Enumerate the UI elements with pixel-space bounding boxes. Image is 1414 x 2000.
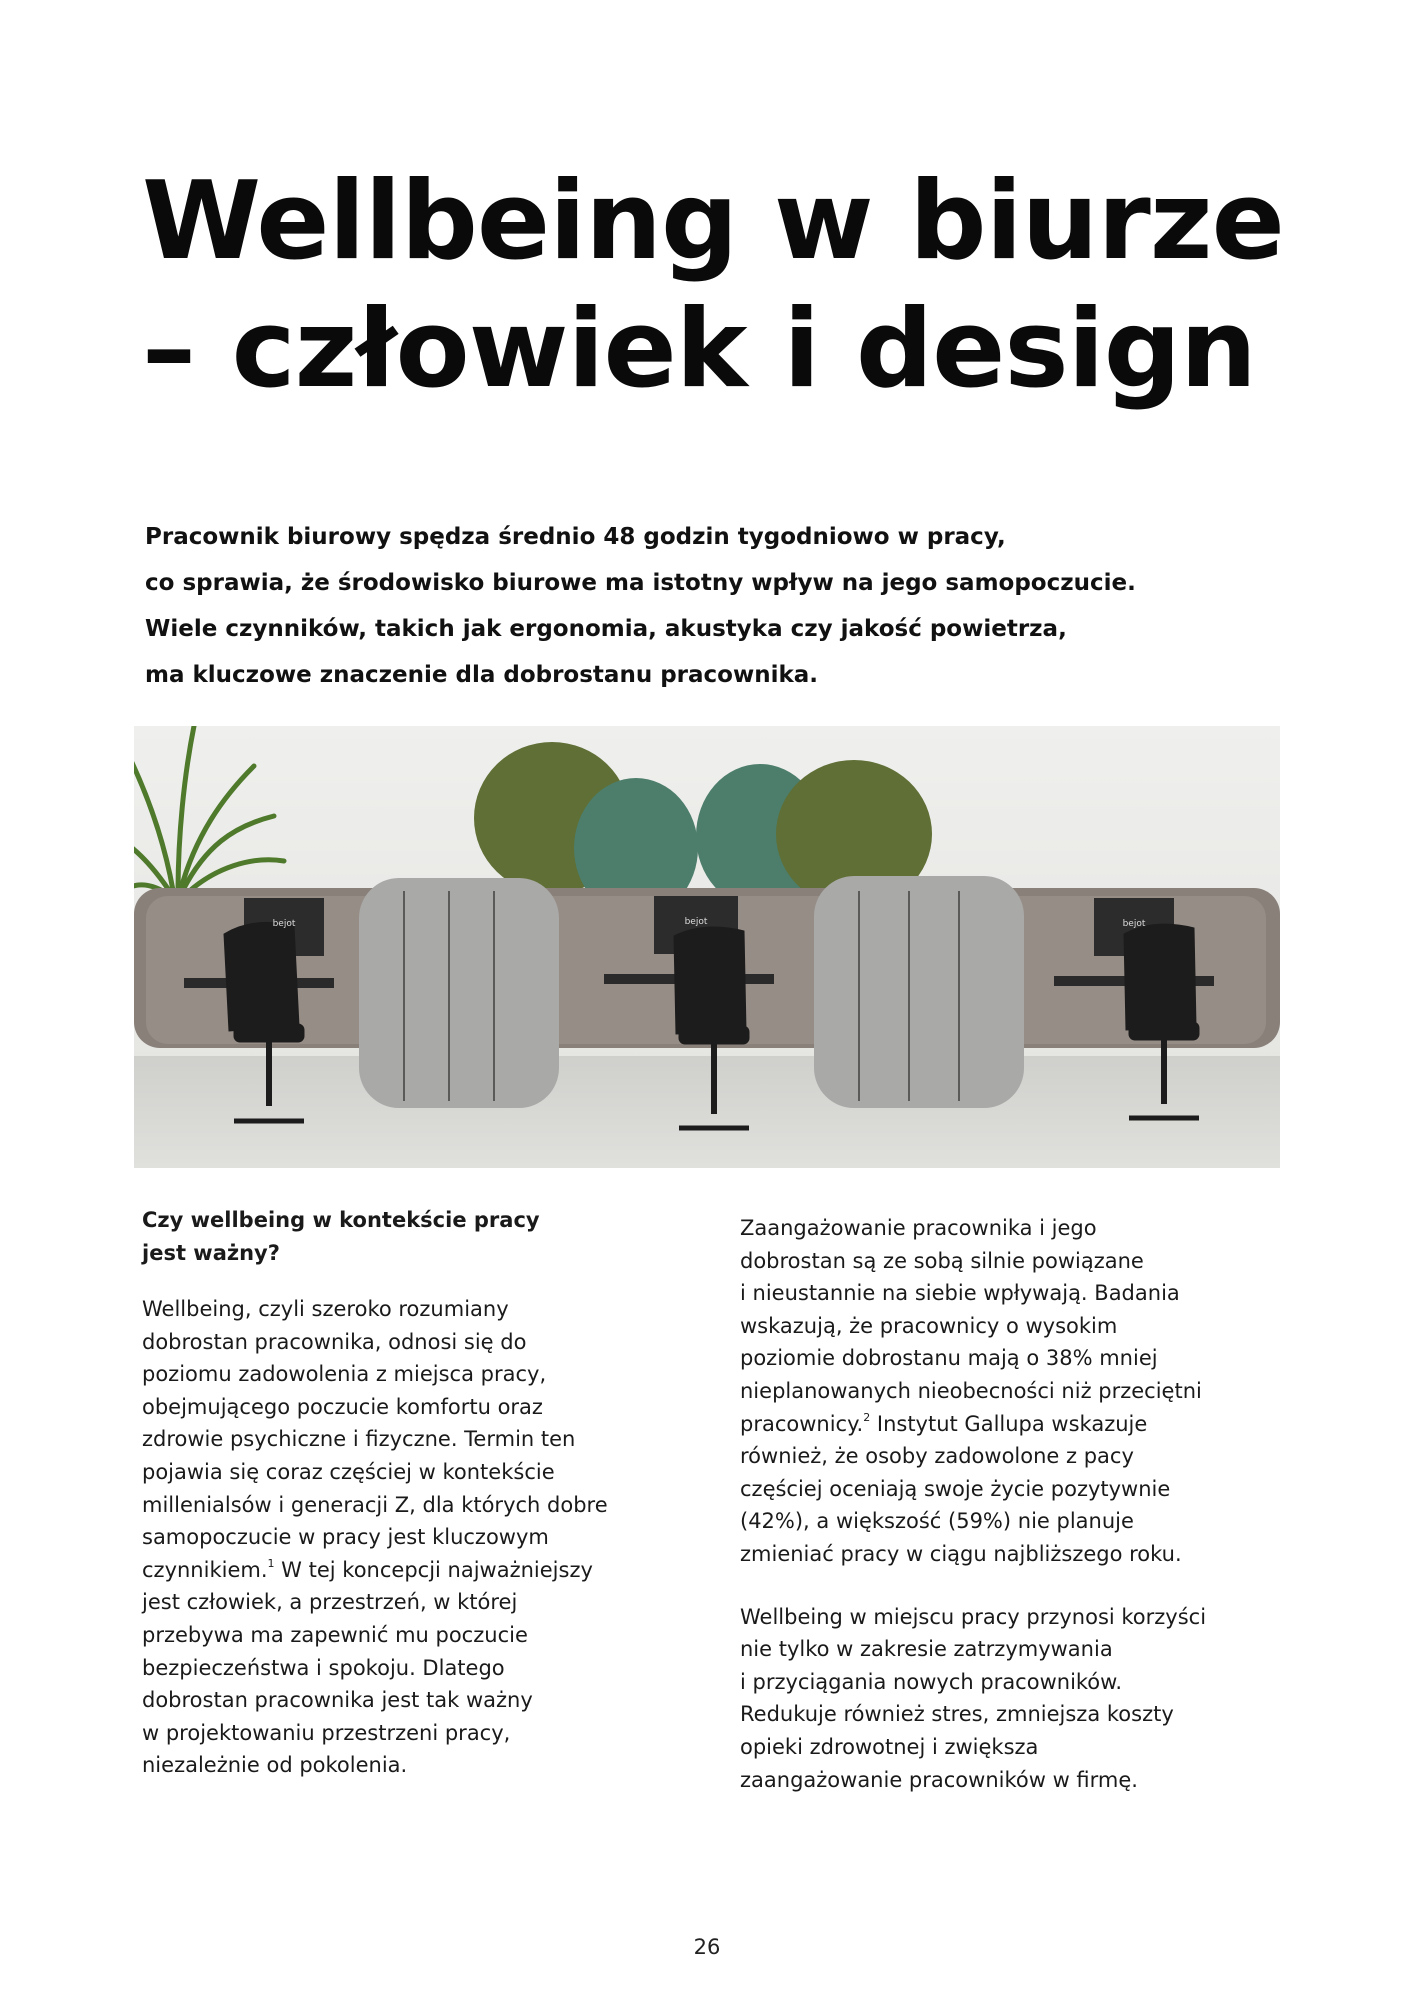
footnote-ref: 1 (267, 1556, 275, 1570)
text-line: również, że osoby zadowolone z pacy (740, 1444, 1134, 1469)
text-line: Wellbeing w miejscu pracy przynosi korzyści (740, 1604, 1207, 1629)
text-line: (42%), a większość (59%) nie planuje (740, 1509, 1134, 1534)
text-line (142, 1554, 682, 1587)
monitor-logo: bejot (1122, 919, 1146, 929)
text-line: obejmującego poczucie komfortu oraz (142, 1394, 543, 1419)
text-line: w projektowaniu przestrzeni pracy, (142, 1720, 511, 1745)
subheading-line: Czy wellbeing w kontekście pracy (142, 1208, 540, 1232)
text-line: nie tylko w zakresie zatrzymywania (740, 1637, 1113, 1662)
text-line (740, 1408, 1300, 1441)
text-line: Redukuje również stres, zmniejsza koszty (740, 1702, 1174, 1727)
text-line: poziomie dobrostanu mają o 38% mniej (740, 1346, 1158, 1371)
lead-line: Wiele czynników, takich jak ergonomia, akustyka czy jakość powietrza, (145, 616, 1067, 642)
lead-line: Pracownik biurowy spędza średnio 48 godzin tygodniowo w pracy, (145, 524, 1006, 550)
text-line: poziomu zadowolenia z miejsca pracy, (142, 1362, 547, 1387)
body-paragraph (740, 1601, 1300, 1797)
text-line: dobrostan pracownika jest tak ważny (142, 1688, 533, 1713)
text-line: dobrostan pracownika, odnosi się do (142, 1329, 527, 1354)
text-line: Wellbeing, czyli szeroko rozumiany (142, 1297, 509, 1321)
section-subheading (142, 1204, 682, 1270)
body-paragraph (740, 1212, 1300, 1571)
text-line: zaangażowanie pracowników w firmę. (740, 1767, 1138, 1792)
text-line: niezależnie od pokolenia. (142, 1753, 408, 1778)
subheading-line: jest ważny? (142, 1241, 280, 1265)
text-line: pojawia się coraz częściej w kontekście (142, 1459, 555, 1484)
text-line: przebywa ma zapewnić mu poczucie (142, 1622, 528, 1647)
body-paragraph (142, 1293, 682, 1782)
right-column (740, 1212, 1300, 1826)
lead-line: co sprawia, że środowisko biurowe ma istotny wpływ na jego samopoczucie. (145, 570, 1136, 596)
title-line-1: Wellbeing w biurze (142, 159, 1284, 284)
monitor-logo: bejot (272, 919, 296, 929)
text-line: opieki zdrowotnej i zwiększa (740, 1734, 1039, 1759)
text-line: zdrowie psychiczne i fizyczne. Termin ten (142, 1427, 576, 1452)
text-fragment: pracownicy. (740, 1411, 864, 1436)
text-line: jest człowiek, a przestrzeń, w której (142, 1590, 518, 1615)
text-fragment: czynnikiem. (142, 1557, 268, 1582)
text-line: częściej oceniają swoje życie pozytywnie (740, 1476, 1171, 1501)
text-line: bezpieczeństwa i spokoju. Dlatego (142, 1655, 505, 1680)
text-line: samopoczucie w pracy jest kluczowym (142, 1525, 549, 1550)
text-fragment: Instytut Gallupa wskazuje (870, 1411, 1148, 1436)
text-line: wskazują, że pracownicy o wysokim (740, 1313, 1118, 1338)
text-line: i nieustannie na siebie wpływają. Badania (740, 1281, 1180, 1306)
page-title (142, 158, 1292, 414)
text-fragment: W tej koncepcji najważniejszy (274, 1557, 593, 1582)
monitor-logo: bejot (684, 917, 708, 927)
lead-line: ma kluczowe znaczenie dla dobrostanu pracownika. (145, 662, 819, 688)
text-line: nieplanowanych nieobecności niż przeciętni (740, 1378, 1202, 1403)
title-line-2: – człowiek i design (142, 287, 1256, 412)
footnote-ref: 2 (863, 1410, 871, 1424)
lead-paragraph (145, 514, 1305, 698)
office-illustration (134, 726, 1280, 1168)
text-line: zmieniać pracy w ciągu najbliższego roku. (740, 1541, 1182, 1566)
text-line: dobrostan są ze sobą silnie powiązane (740, 1248, 1144, 1273)
floor (134, 1056, 1280, 1168)
text-line: millenialsów i generacji Z, dla których dobre (142, 1492, 608, 1517)
page-number: 26 (693, 1935, 721, 1959)
text-line: Zaangażowanie pracownika i jego (740, 1216, 1097, 1240)
left-column (142, 1204, 682, 1812)
text-line: i przyciągania nowych pracowników. (740, 1669, 1123, 1694)
office-photo (134, 726, 1280, 1168)
